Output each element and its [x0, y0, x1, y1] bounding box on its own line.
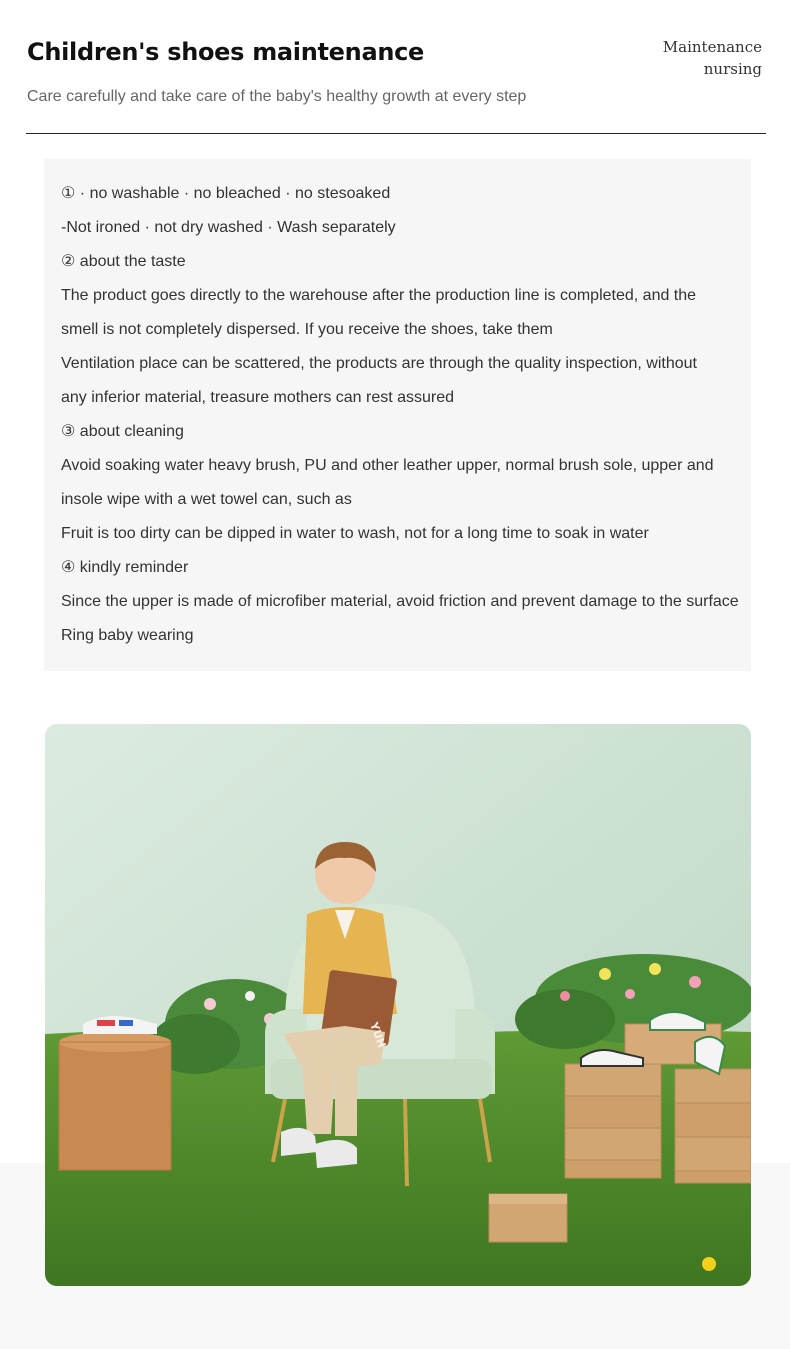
care-line: Avoid soaking water heavy brush, PU and other leather upper, normal brush sole, upper and [61, 457, 714, 474]
page-title: Children's shoes maintenance [27, 38, 425, 66]
care-line: insole wipe with a wet towel can, such as [61, 491, 352, 508]
care-line: Since the upper is made of microfiber material, avoid friction and prevent damage to the surface [61, 593, 739, 610]
care-line: ② about the taste [61, 253, 186, 270]
care-line: The product goes directly to the warehouse after the production line is completed, and the [61, 287, 697, 304]
care-line: Ventilation place can be scattered, the products are through the quality inspection, without [61, 355, 697, 372]
side-label-line-1: Maintenance [662, 38, 762, 56]
shoe-box-on-grass [489, 1194, 567, 1242]
care-instructions-panel [44, 159, 751, 671]
care-line: ① · no washable · no bleached · no stesoaked [61, 185, 391, 202]
product-lifestyle-photo [45, 724, 751, 1286]
care-line: ③ about cleaning [61, 423, 184, 440]
yellow-flower [702, 1257, 716, 1271]
side-label-line-2: nursing [703, 60, 762, 78]
care-instructions-list [61, 177, 739, 653]
page-subtitle: Care carefully and take care of the baby's healthy growth at every step [27, 88, 527, 105]
care-line: Ring baby wearing [61, 627, 194, 644]
book-lettering: YUH [367, 1020, 389, 1050]
care-line: smell is not completely dispersed. If you receive the shoes, take them [61, 321, 553, 338]
stool [59, 1032, 171, 1170]
care-line: ④ kindly reminder [61, 559, 189, 576]
care-line: any inferior material, treasure mothers can rest assured [61, 389, 455, 406]
header-divider [26, 133, 766, 134]
care-line: Fruit is too dirty can be dipped in water to wash, not for a long time to soak in water [61, 525, 649, 542]
care-line: -Not ironed · not dry washed · Wash separately [61, 219, 396, 236]
photo-illustration [45, 724, 751, 1286]
section-side-label [663, 36, 762, 80]
